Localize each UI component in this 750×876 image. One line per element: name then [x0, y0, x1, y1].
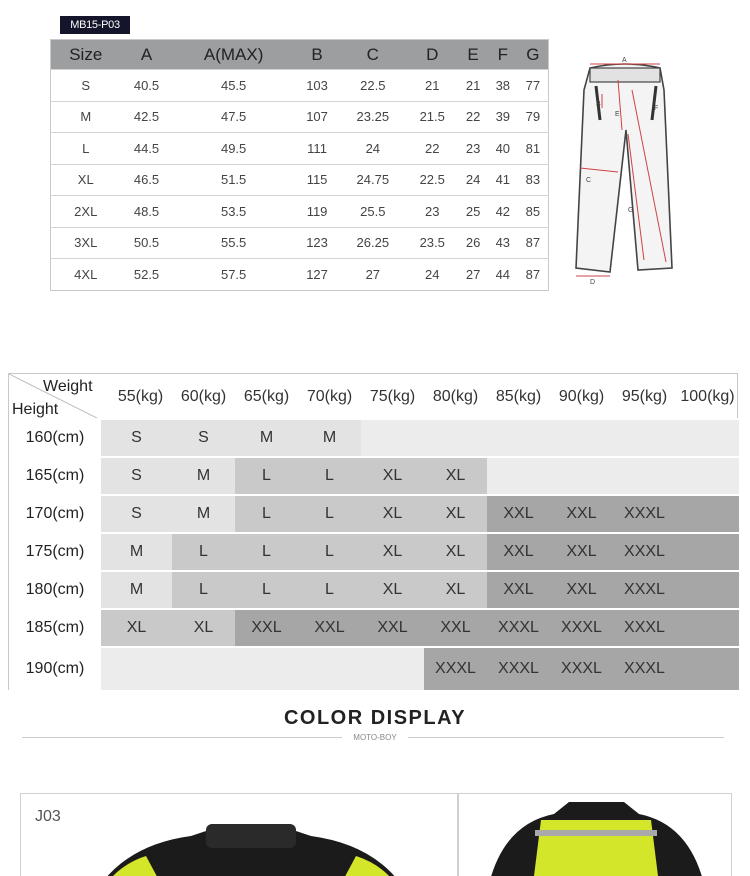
size-recommendation-cell [676, 534, 739, 570]
model-badge: MB15-P03 [60, 16, 130, 34]
brand-subtitle: MOTO-BOY [353, 733, 397, 742]
size-cell: 79 [518, 101, 549, 133]
weight-column-label: 95(kg) [621, 388, 668, 405]
size-recommendation-cell: L [235, 534, 298, 570]
size-cell: 21.5 [406, 101, 458, 133]
size-recommendation-cell: XXL [298, 610, 361, 646]
size-recommendation-cell [298, 648, 361, 690]
size-recommendation-cell [676, 496, 739, 532]
size-cell: 42.5 [121, 101, 173, 133]
size-cell: 83 [518, 164, 549, 196]
size-cell: 111 [295, 133, 340, 165]
size-recommendation-cell: XL [424, 572, 487, 608]
table-row [9, 646, 739, 690]
size-recommendation-cell: L [298, 496, 361, 532]
size-recommendation-cell: XXL [550, 572, 613, 608]
size-cell: 44 [488, 259, 518, 291]
size-cell: 52.5 [121, 259, 173, 291]
size-cell: 22.5 [339, 70, 406, 102]
size-recommendation-cell: XXL [487, 572, 550, 608]
weight-column-label: 75(kg) [369, 388, 416, 405]
size-cell: 27 [339, 259, 406, 291]
size-recommendation-cell: M [101, 572, 172, 608]
size-cell: 26.25 [339, 227, 406, 259]
diagram-label-a: A [622, 57, 627, 64]
size-recommendation-cell: XL [424, 458, 487, 494]
weight-column-label: 85(kg) [495, 388, 542, 405]
size-cell: 87 [518, 259, 549, 291]
size-cell: 21 [458, 70, 488, 102]
weight-column-label: 80(kg) [432, 388, 479, 405]
diagram-label-f: F [654, 105, 659, 112]
size-recommendation-cell [361, 420, 424, 456]
size-header-cell: A [121, 40, 173, 70]
size-cell: 49.5 [173, 133, 295, 165]
size-header-cell: D [406, 40, 458, 70]
size-cell: 40 [488, 133, 518, 165]
size-cell: 44.5 [121, 133, 173, 165]
size-cell: 3XL [51, 227, 121, 259]
size-cell: 53.5 [173, 196, 295, 228]
size-recommendation-cell: XXL [235, 610, 298, 646]
size-recommendation-cell [676, 572, 739, 608]
size-cell: 81 [518, 133, 549, 165]
size-recommendation-cell: XXXL [613, 610, 676, 646]
size-recommendation-cell: L [235, 496, 298, 532]
size-recommendation-cell [101, 648, 172, 690]
height-axis-label: Height [12, 401, 59, 418]
size-cell: 41 [488, 164, 518, 196]
color-display-title: COLOR DISPLAY [283, 707, 467, 729]
size-recommendation-cell: S [172, 420, 235, 456]
size-recommendation-cell [676, 458, 739, 494]
size-header-cell: E [458, 40, 488, 70]
size-cell: 87 [518, 227, 549, 259]
color-panel-right [458, 793, 732, 876]
weight-column-label: 60(kg) [180, 388, 227, 405]
size-recommendation-cell: XL [172, 610, 235, 646]
size-recommendation-cell: XL [424, 534, 487, 570]
weight-column-label: 55(kg) [117, 388, 164, 405]
size-cell: 38 [488, 70, 518, 102]
table-row [51, 227, 549, 259]
size-chart-header [51, 40, 549, 70]
size-header-cell: G [518, 40, 549, 70]
size-cell: 27 [458, 259, 488, 291]
table-row [9, 494, 739, 532]
size-cell: 42 [488, 196, 518, 228]
size-recommendation-cell: XXXL [487, 648, 550, 690]
size-cell: 23 [406, 196, 458, 228]
size-recommendation-cell [172, 648, 235, 690]
height-label: 180(cm) [9, 572, 101, 608]
size-recommendation-cell: S [101, 496, 172, 532]
size-cell: 119 [295, 196, 340, 228]
size-recommendation-cell: XXL [487, 496, 550, 532]
size-recommendation-cell: L [298, 572, 361, 608]
size-recommendation-cell [676, 420, 739, 456]
size-header-cell: A(MAX) [173, 40, 295, 70]
height-label: 160(cm) [9, 420, 101, 456]
size-header-cell: F [488, 40, 518, 70]
size-recommendation-cell [676, 610, 739, 646]
size-header-cell: C [339, 40, 406, 70]
size-cell: 115 [295, 164, 340, 196]
weight-column-label: 70(kg) [306, 388, 353, 405]
model-code: J03 [35, 808, 61, 825]
table-row [9, 570, 739, 608]
size-cell: 23.5 [406, 227, 458, 259]
size-recommendation-cell [424, 420, 487, 456]
size-cell: 22.5 [406, 164, 458, 196]
size-recommendation-cell: XXXL [613, 648, 676, 690]
size-recommendation-cell: M [298, 420, 361, 456]
table-row [51, 196, 549, 228]
size-recommendation-cell: L [298, 534, 361, 570]
size-recommendation-cell [487, 420, 550, 456]
size-recommendation-cell: XXXL [424, 648, 487, 690]
size-cell: 46.5 [121, 164, 173, 196]
size-cell: L [51, 133, 121, 165]
size-cell: 25 [458, 196, 488, 228]
size-cell: 47.5 [173, 101, 295, 133]
pants-measurement-diagram [560, 50, 700, 290]
size-cell: 39 [488, 101, 518, 133]
diagram-label-g: G [628, 207, 634, 214]
size-recommendation-cell [550, 420, 613, 456]
size-recommendation-cell [361, 648, 424, 690]
size-recommendation-cell [676, 648, 739, 690]
size-chart-table [50, 39, 549, 291]
table-row [9, 456, 739, 494]
size-recommendation-cell: S [101, 420, 172, 456]
table-row [9, 418, 739, 456]
size-recommendation-cell: M [172, 496, 235, 532]
color-panel-left [20, 793, 458, 876]
size-recommendation-cell: XXXL [613, 496, 676, 532]
table-row [51, 70, 549, 102]
size-recommendation-cell: XXXL [550, 648, 613, 690]
height-label: 175(cm) [9, 534, 101, 570]
size-recommendation-cell: XXXL [487, 610, 550, 646]
size-cell: 85 [518, 196, 549, 228]
size-cell: S [51, 70, 121, 102]
size-cell: M [51, 101, 121, 133]
size-cell: 23 [458, 133, 488, 165]
size-cell: 127 [295, 259, 340, 291]
size-recommendation-cell: L [235, 458, 298, 494]
weight-column-label: 100(kg) [680, 388, 735, 405]
size-recommendation-cell [487, 458, 550, 494]
size-recommendation-cell: XXL [550, 534, 613, 570]
size-recommendation-cell: L [298, 458, 361, 494]
size-cell: 123 [295, 227, 340, 259]
height-label: 165(cm) [9, 458, 101, 494]
size-cell: 55.5 [173, 227, 295, 259]
size-recommendation-cell: M [235, 420, 298, 456]
table-row [51, 101, 549, 133]
size-recommendation-cell: L [235, 572, 298, 608]
size-recommendation-cell: XL [361, 458, 424, 494]
size-cell: 26 [458, 227, 488, 259]
size-cell: 22 [458, 101, 488, 133]
size-recommendation-cell: XL [424, 496, 487, 532]
jacket-back-image [459, 794, 732, 876]
size-cell: 24 [406, 259, 458, 291]
table-row [51, 259, 549, 291]
size-recommendation-cell: XXL [487, 534, 550, 570]
weight-column-label: 65(kg) [243, 388, 290, 405]
size-recommendation-cell: XXXL [613, 572, 676, 608]
height-label: 185(cm) [9, 610, 101, 646]
size-recommendation-cell [550, 458, 613, 494]
size-recommendation-cell [613, 420, 676, 456]
size-cell: 22 [406, 133, 458, 165]
diagram-label-b: B [596, 101, 601, 108]
size-cell: 48.5 [121, 196, 173, 228]
size-recommendation-cell [235, 648, 298, 690]
size-cell: 4XL [51, 259, 121, 291]
weight-axis-label: Weight [43, 378, 93, 395]
size-cell: 23.25 [339, 101, 406, 133]
table-row [51, 164, 549, 196]
size-recommendation-cell: M [172, 458, 235, 494]
table-row [9, 532, 739, 570]
height-label: 190(cm) [9, 648, 101, 690]
size-recommendation-cell: XXL [424, 610, 487, 646]
diagram-label-e: E [615, 111, 620, 118]
diagram-label-c: C [586, 177, 592, 184]
table-row [51, 133, 549, 165]
size-recommendation-cell: XXL [361, 610, 424, 646]
size-recommendation-cell: XL [361, 534, 424, 570]
size-cell: 40.5 [121, 70, 173, 102]
size-cell: 51.5 [173, 164, 295, 196]
size-cell: 24.75 [339, 164, 406, 196]
size-cell: 43 [488, 227, 518, 259]
size-header-cell: Size [51, 40, 121, 70]
size-cell: 103 [295, 70, 340, 102]
size-cell: 50.5 [121, 227, 173, 259]
size-recommendation-cell: XXXL [550, 610, 613, 646]
size-recommendation-cell: XXL [550, 496, 613, 532]
size-recommendation-cell: XL [361, 572, 424, 608]
size-cell: 57.5 [173, 259, 295, 291]
size-cell: XL [51, 164, 121, 196]
weight-height-chart [8, 373, 738, 690]
size-recommendation-cell: S [101, 458, 172, 494]
size-recommendation-cell: XL [361, 496, 424, 532]
size-cell: 25.5 [339, 196, 406, 228]
size-cell: 107 [295, 101, 340, 133]
table-row [9, 608, 739, 646]
size-recommendation-cell: M [101, 534, 172, 570]
size-cell: 45.5 [173, 70, 295, 102]
diagram-label-d: D [590, 279, 596, 286]
size-cell: 24 [339, 133, 406, 165]
size-cell: 2XL [51, 196, 121, 228]
size-recommendation-cell: XXXL [613, 534, 676, 570]
size-recommendation-cell [613, 458, 676, 494]
size-cell: 21 [406, 70, 458, 102]
size-chart-body [51, 70, 549, 291]
height-label: 170(cm) [9, 496, 101, 532]
size-recommendation-cell: XL [101, 610, 172, 646]
size-cell: 24 [458, 164, 488, 196]
jacket-front-image [21, 794, 458, 876]
weight-column-label: 90(kg) [558, 388, 605, 405]
size-recommendation-cell: L [172, 534, 235, 570]
size-cell: 77 [518, 70, 549, 102]
size-recommendation-cell: L [172, 572, 235, 608]
size-header-cell: B [295, 40, 340, 70]
